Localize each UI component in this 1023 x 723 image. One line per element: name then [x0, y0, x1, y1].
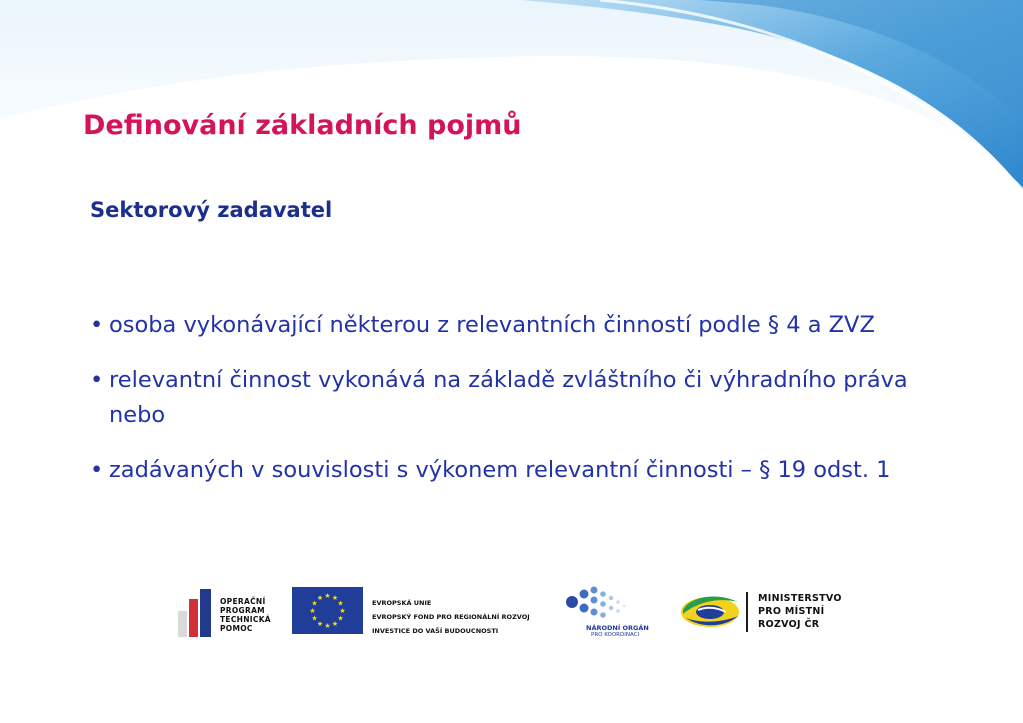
bullet-text: relevantní činnost vykonává na základě zvláštního či výhradního práva nebo: [109, 367, 908, 428]
bullet-dot: •: [90, 457, 104, 483]
slide-title: Definování základních pojmů: [83, 110, 522, 141]
svg-text:★: ★: [324, 592, 331, 600]
svg-text:★: ★: [331, 594, 339, 602]
eu-flag-icon: [292, 587, 363, 634]
svg-text:★: ★: [311, 599, 318, 608]
nok-logo: [560, 584, 650, 640]
svg-text:★: ★: [316, 594, 324, 602]
svg-text:★: ★: [309, 607, 316, 615]
nok-logo-text: NÁRODNÍ ORGÁN: [586, 624, 649, 632]
svg-text:★: ★: [311, 614, 318, 623]
slide-subtitle: Sektorový zadavatel: [90, 198, 333, 222]
eu-logo-text: EVROPSKÁ UNIE EVROPSKÝ FOND PRO REGIONÁLNÍ ROZVOJ INVESTICE DO VAŠÍ BUDOUCNOSTI: [372, 599, 530, 635]
optp-logo: [178, 587, 278, 637]
optp-logo-text: OPERAČNÍ PROGRAM TECHNICKÁ POMOC: [220, 597, 271, 633]
bullet-item: [90, 308, 950, 343]
nok-logo-subtext: PRO KOORDINACI: [591, 632, 640, 638]
footer-logos: [0, 582, 1023, 642]
bullet-dot: •: [90, 312, 104, 338]
svg-text:★: ★: [324, 622, 331, 630]
optp-logo-icon: [178, 611, 187, 637]
bullet-item: [90, 363, 950, 433]
svg-text:★: ★: [316, 620, 324, 628]
mmr-separator: [746, 592, 748, 632]
svg-text:★: ★: [337, 614, 344, 623]
svg-text:★: ★: [331, 620, 339, 628]
nok-dots-logo-icon: [560, 584, 650, 624]
mmr-logo-text: MINISTERSTVO PRO MÍSTNÍ ROZVOJ ČR: [758, 593, 842, 630]
mmr-logo-icon: [678, 588, 742, 634]
svg-text:★: ★: [337, 599, 344, 608]
bullet-text: zadávaných v souvislosti s výkonem relevantní činnosti – § 19 odst. 1: [109, 457, 891, 483]
bullet-list: [90, 308, 950, 508]
bullet-text: osoba vykonávající některou z relevantních činností podle § 4 a ZVZ: [109, 312, 875, 338]
svg-text:★: ★: [339, 607, 346, 615]
bullet-dot: •: [90, 367, 104, 393]
mmr-logo: [678, 588, 858, 638]
bullet-item: [90, 453, 950, 488]
